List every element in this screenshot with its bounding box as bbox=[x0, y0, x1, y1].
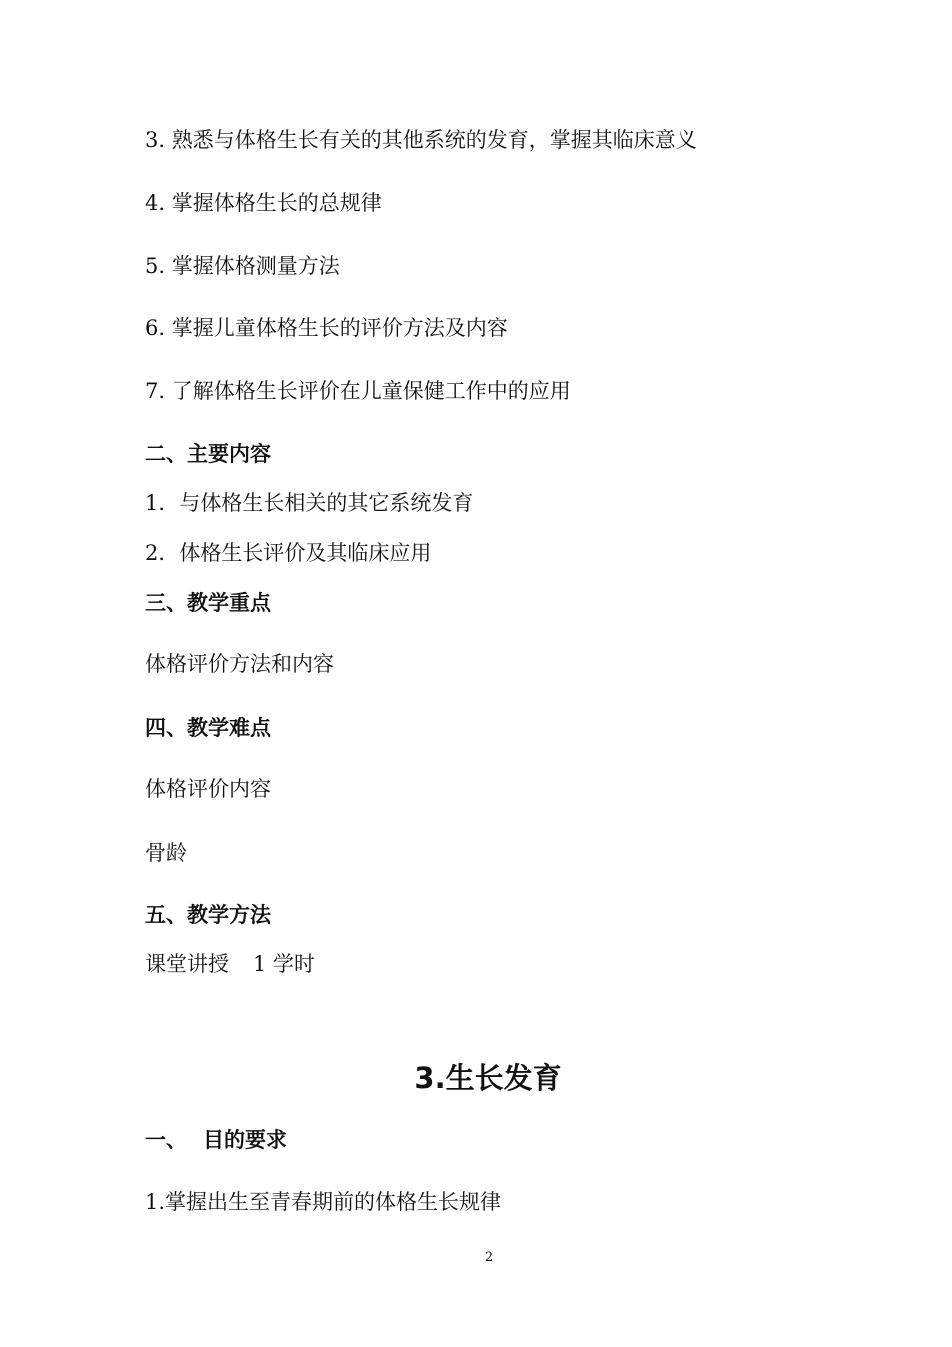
section3-heading bbox=[145, 1126, 287, 1154]
objective-item-7: 7. 了解体格生长评价在儿童保健工作中的应用 bbox=[145, 379, 571, 403]
methods-heading: 五、教学方法 bbox=[145, 903, 271, 927]
difficulties-item-1: 体格评价内容 bbox=[145, 777, 271, 801]
teaching-hours: 1 学时 bbox=[253, 952, 316, 976]
objective-item-6: 6. 掌握儿童体格生长的评价方法及内容 bbox=[145, 316, 508, 340]
key-points-heading: 三、教学重点 bbox=[145, 591, 271, 615]
objective-item-3: 3. 熟悉与体格生长有关的其他系统的发育，掌握其临床意义 bbox=[145, 128, 697, 152]
difficulties-item-2: 骨龄 bbox=[145, 841, 187, 865]
main-content-item-2: 2．体格生长评价及其临床应用 bbox=[145, 541, 432, 565]
difficulties-heading: 四、教学难点 bbox=[145, 716, 271, 740]
objective-item-5: 5. 掌握体格测量方法 bbox=[145, 254, 340, 278]
section3-item-1: 1.掌握出生至青春期前的体格生长规律 bbox=[145, 1190, 502, 1214]
main-content-item-1: 1．与体格生长相关的其它系统发育 bbox=[145, 491, 474, 515]
objective-item-4: 4. 掌握体格生长的总规律 bbox=[145, 191, 382, 215]
key-points-item-1: 体格评价方法和内容 bbox=[145, 652, 334, 676]
teaching-method: 课堂讲授 bbox=[145, 952, 229, 976]
methods-line bbox=[145, 950, 315, 978]
section3-heading-text: 目的要求 bbox=[203, 1128, 287, 1152]
section3-heading-number: 一、 bbox=[145, 1128, 187, 1152]
page-number: 2 bbox=[484, 1250, 494, 1265]
section-title: 3.生长发育 bbox=[414, 1061, 562, 1095]
main-content-heading: 二、主要内容 bbox=[145, 442, 271, 466]
